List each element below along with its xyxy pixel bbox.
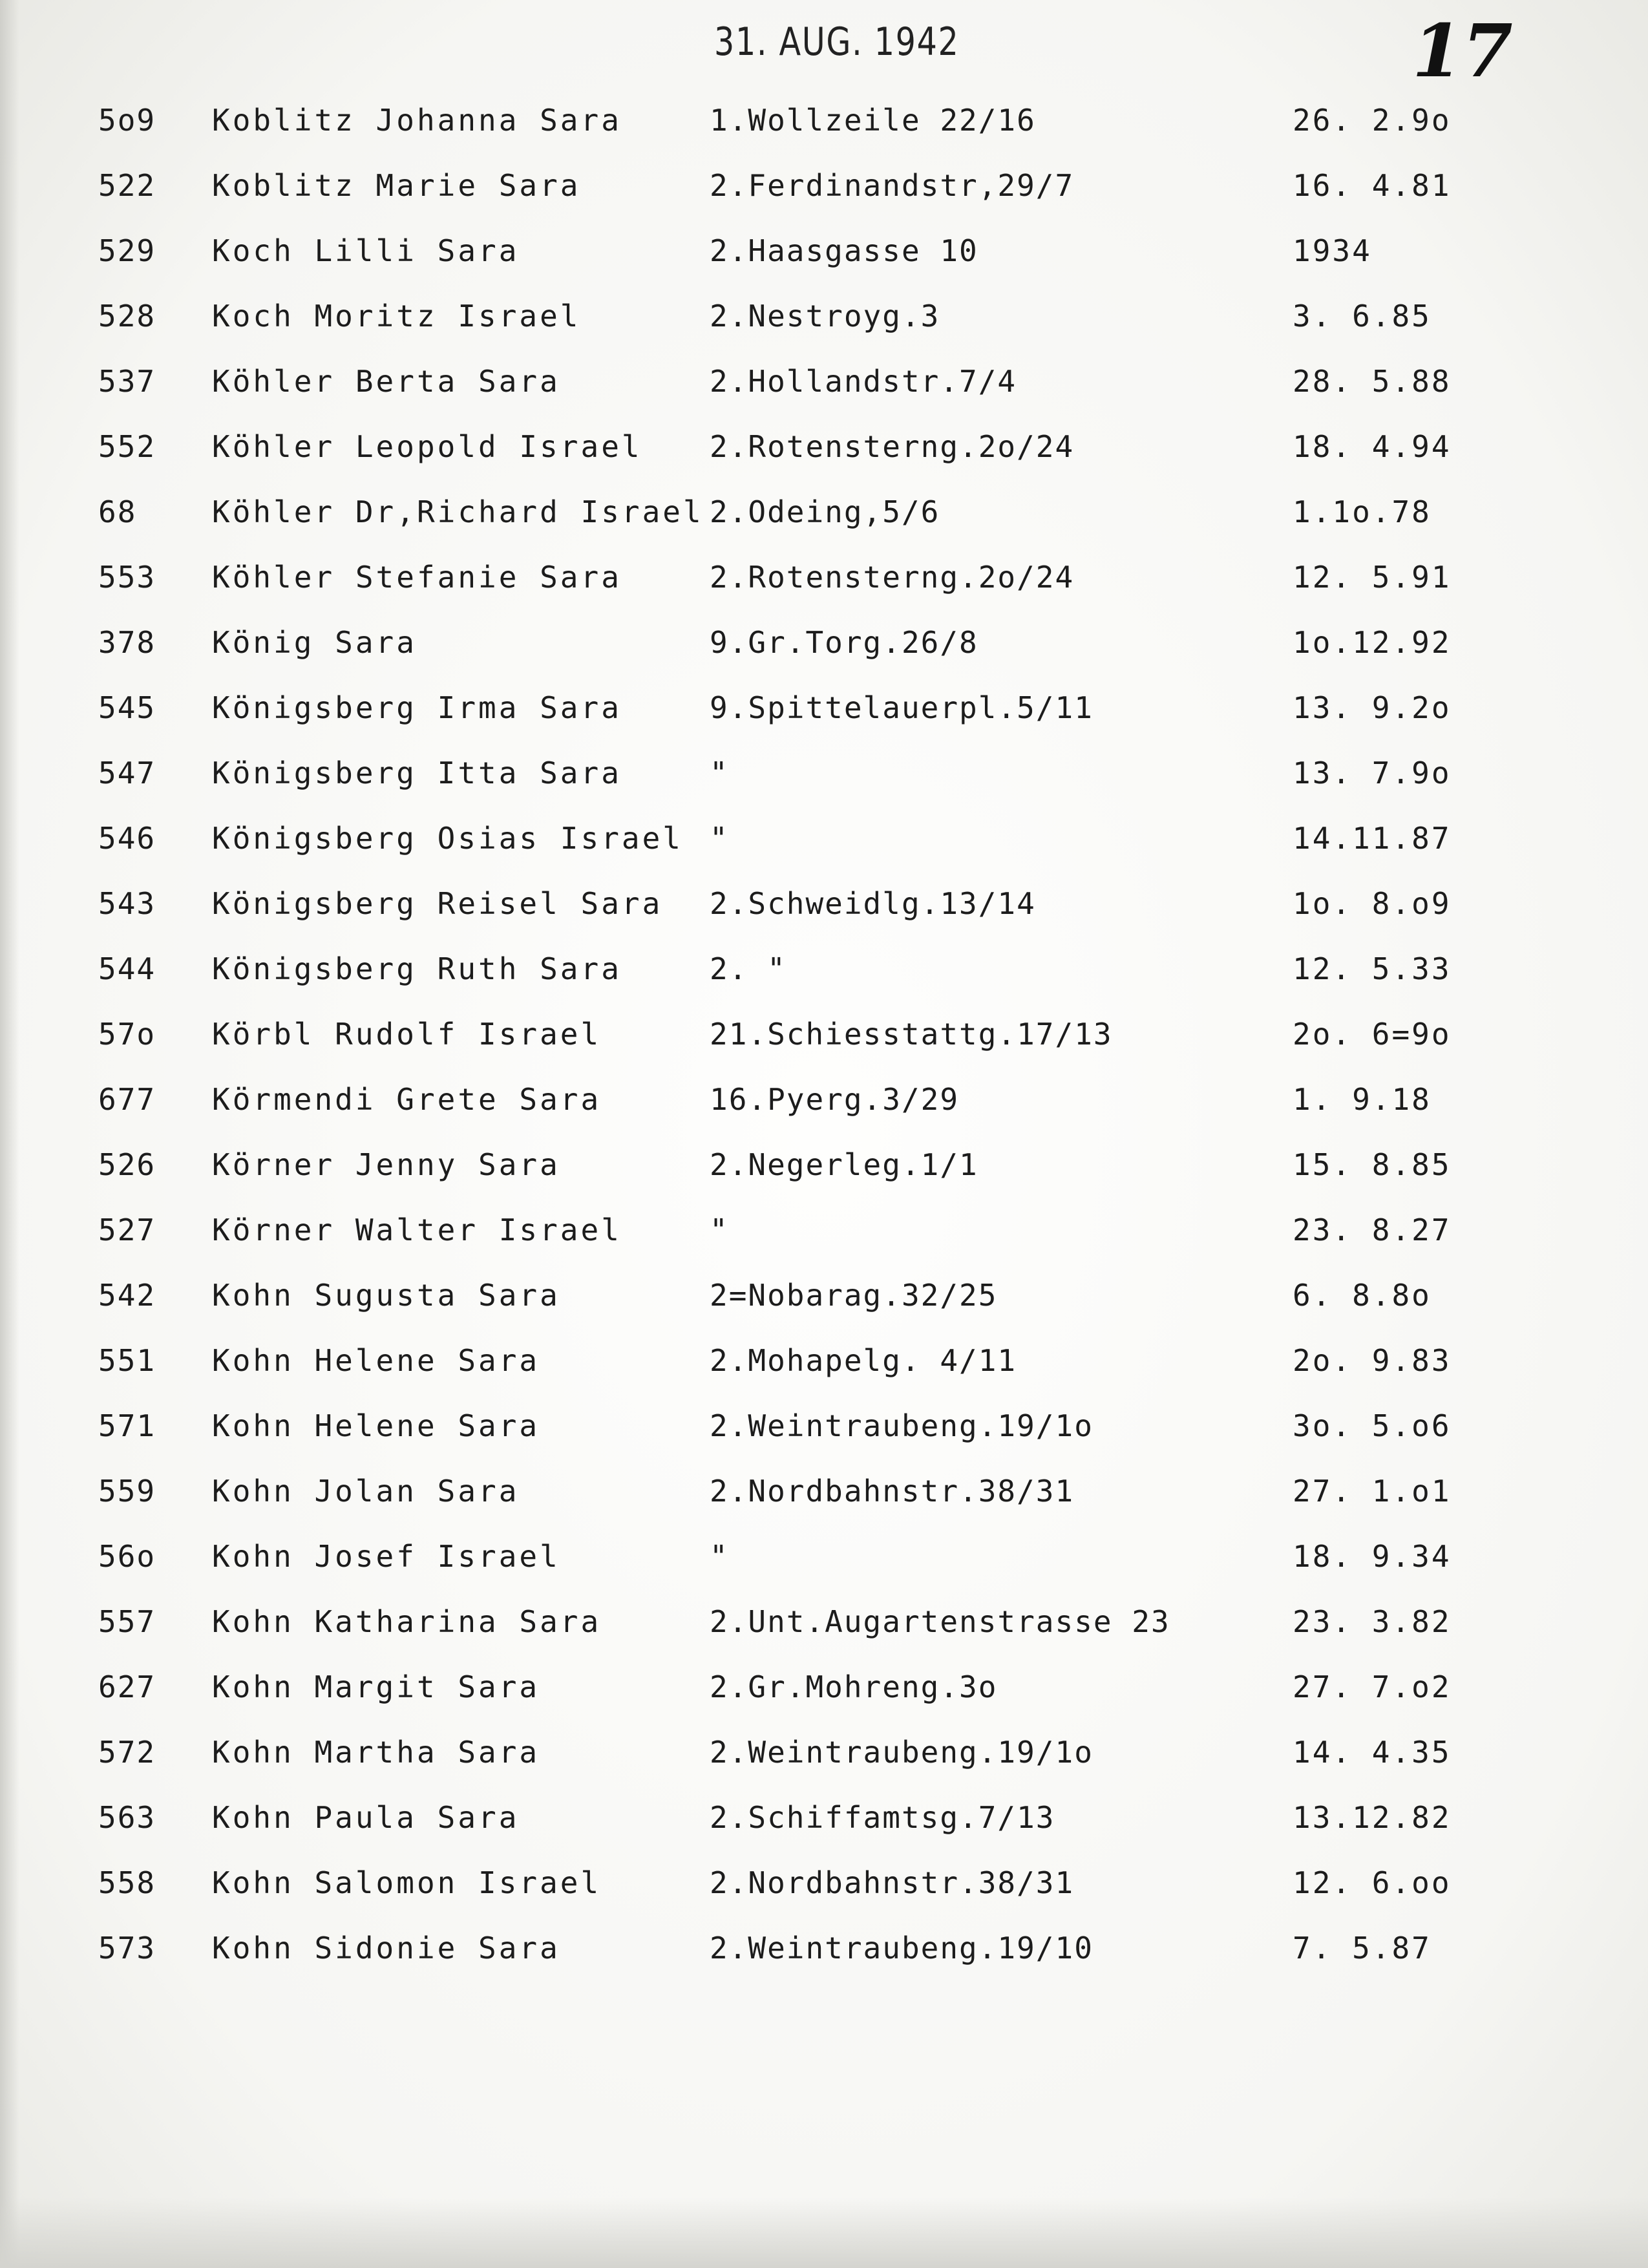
entry-number: 528 <box>98 299 156 334</box>
entry-name: Königsberg Osias Israel <box>212 821 683 856</box>
entry-address: 2.Odeing,5/6 <box>710 494 940 529</box>
entry-birth-date: 6. 8.8o <box>1293 1278 1431 1313</box>
entry-birth-date: 2o. 6=9o <box>1293 1017 1452 1052</box>
entry-name: Kohn Helene Sara <box>212 1343 540 1378</box>
list-item <box>0 1792 1648 1843</box>
entry-birth-date: 13. 9.2o <box>1293 690 1452 725</box>
entry-birth-date: 1.1o.78 <box>1293 494 1431 529</box>
list-item <box>0 943 1648 995</box>
list-item <box>0 1008 1648 1060</box>
entry-address: 2.Schiffamtsg.7/13 <box>710 1800 1055 1835</box>
entry-number: 563 <box>98 1800 156 1835</box>
entry-name: Körmendi Grete Sara <box>212 1082 602 1117</box>
entry-name: König Sara <box>212 625 417 660</box>
entry-birth-date: 1. 9.18 <box>1293 1082 1431 1117</box>
entry-number: 557 <box>98 1604 156 1639</box>
entry-number: 542 <box>98 1278 156 1313</box>
entry-birth-date: 23. 3.82 <box>1293 1604 1452 1639</box>
entry-number: 56o <box>98 1539 156 1574</box>
entry-number: 627 <box>98 1669 156 1704</box>
entry-number: 559 <box>98 1474 156 1509</box>
entry-address: 2.Nordbahnstr.38/31 <box>710 1474 1075 1509</box>
entry-number: 571 <box>98 1408 156 1443</box>
list-item <box>0 812 1648 864</box>
entry-address: 2.Haasgasse 10 <box>710 233 978 268</box>
list-item <box>0 1400 1648 1452</box>
entry-name: Königsberg Itta Sara <box>212 756 622 790</box>
entry-address: " <box>710 1539 729 1574</box>
entry-name: Königsberg Ruth Sara <box>212 951 622 986</box>
entry-number: 573 <box>98 1931 156 1966</box>
list-item <box>0 878 1648 929</box>
entry-birth-date: 1934 <box>1293 233 1372 268</box>
entry-birth-date: 15. 8.85 <box>1293 1147 1452 1182</box>
entry-birth-date: 3o. 5.o6 <box>1293 1408 1452 1443</box>
entry-address: 2.Rotensterng.2o/24 <box>710 560 1075 595</box>
list-item <box>0 551 1648 603</box>
list-item <box>0 1269 1648 1321</box>
entry-number: 553 <box>98 560 156 595</box>
entry-number: 547 <box>98 756 156 790</box>
entry-birth-date: 1o. 8.o9 <box>1293 886 1452 921</box>
entry-birth-date: 7. 5.87 <box>1293 1931 1431 1966</box>
list-item <box>0 617 1648 668</box>
list-item <box>0 225 1648 277</box>
entry-address: 2.Schweidlg.13/14 <box>710 886 1036 921</box>
entry-address: 21.Schiesstattg.17/13 <box>710 1017 1113 1052</box>
entry-name: Köhler Dr,Richard Israel <box>212 494 704 529</box>
entry-name: Kohn Josef Israel <box>212 1539 560 1574</box>
entry-number: 544 <box>98 951 156 986</box>
entry-name: Körbl Rudolf Israel <box>212 1017 602 1052</box>
entry-name: Kohn Martha Sara <box>212 1735 540 1770</box>
entry-name: Koch Moritz Israel <box>212 299 581 334</box>
entry-number: 572 <box>98 1735 156 1770</box>
list-item <box>0 1922 1648 1974</box>
entry-name: Kohn Katharina Sara <box>212 1604 602 1639</box>
entry-number: 57o <box>98 1017 156 1052</box>
list-item <box>0 1204 1648 1256</box>
entry-name: Körner Walter Israel <box>212 1213 622 1247</box>
entry-address: 2. " <box>710 951 787 986</box>
list-item <box>0 355 1648 407</box>
entry-name: Koblitz Marie Sara <box>212 168 581 203</box>
entry-address: 2.Rotensterng.2o/24 <box>710 429 1075 464</box>
entry-name: Köhler Stefanie Sara <box>212 560 622 595</box>
list-item <box>0 1726 1648 1778</box>
entry-name: Köhler Leopold Israel <box>212 429 642 464</box>
entry-name: Kohn Sidonie Sara <box>212 1931 560 1966</box>
entry-address: 2.Negerleg.1/1 <box>710 1147 978 1182</box>
entry-birth-date: 3. 6.85 <box>1293 299 1431 334</box>
entry-birth-date: 12. 5.33 <box>1293 951 1452 986</box>
entry-birth-date: 16. 4.81 <box>1293 168 1452 203</box>
date-stamp: 31. AUG. 1942 <box>714 19 960 65</box>
list-item <box>0 747 1648 799</box>
entry-address: 2.Gr.Mohreng.3o <box>710 1669 998 1704</box>
entry-number: 526 <box>98 1147 156 1182</box>
entry-name: Königsberg Reisel Sara <box>212 886 663 921</box>
entry-birth-date: 14. 4.35 <box>1293 1735 1452 1770</box>
entry-address: 2.Unt.Augartenstrasse 23 <box>710 1604 1170 1639</box>
entry-number: 543 <box>98 886 156 921</box>
entry-number: 677 <box>98 1082 156 1117</box>
entry-number: 378 <box>98 625 156 660</box>
entry-birth-date: 2o. 9.83 <box>1293 1343 1452 1378</box>
entry-number: 522 <box>98 168 156 203</box>
entry-number: 551 <box>98 1343 156 1378</box>
handwritten-page-number: 17 <box>1412 9 1513 94</box>
list-item <box>0 682 1648 734</box>
entry-number: 545 <box>98 690 156 725</box>
list-item <box>0 1465 1648 1517</box>
entry-birth-date: 12. 5.91 <box>1293 560 1452 595</box>
entry-birth-date: 13.12.82 <box>1293 1800 1452 1835</box>
entry-name: Körner Jenny Sara <box>212 1147 560 1182</box>
entry-birth-date: 27. 7.o2 <box>1293 1669 1452 1704</box>
entry-address: 2=Nobarag.32/25 <box>710 1278 998 1313</box>
entry-birth-date: 18. 4.94 <box>1293 429 1452 464</box>
list-item <box>0 1531 1648 1582</box>
entry-number: 537 <box>98 364 156 399</box>
list-item <box>0 1335 1648 1386</box>
entry-number: 558 <box>98 1865 156 1900</box>
entry-birth-date: 12. 6.oo <box>1293 1865 1452 1900</box>
entry-number: 68 <box>98 494 137 529</box>
entry-address: 9.Spittelauerpl.5/11 <box>710 690 1093 725</box>
list-item <box>0 1661 1648 1713</box>
entry-address: " <box>710 821 729 856</box>
entry-name: Kohn Helene Sara <box>212 1408 540 1443</box>
entry-number: 552 <box>98 429 156 464</box>
list-item <box>0 1596 1648 1648</box>
entry-birth-date: 28. 5.88 <box>1293 364 1452 399</box>
entry-address: 2.Weintraubeng.19/10 <box>710 1931 1093 1966</box>
entry-address: 2.Mohapelg. 4/11 <box>710 1343 1017 1378</box>
entry-name: Kohn Sugusta Sara <box>212 1278 560 1313</box>
list-item <box>0 290 1648 342</box>
entry-address: 2.Nordbahnstr.38/31 <box>710 1865 1075 1900</box>
entry-number: 546 <box>98 821 156 856</box>
entry-address: 2.Hollandstr.7/4 <box>710 364 1017 399</box>
entry-address: 2.Ferdinandstr,29/7 <box>710 168 1075 203</box>
entry-address: 2.Nestroyg.3 <box>710 299 940 334</box>
entry-birth-date: 27. 1.o1 <box>1293 1474 1452 1509</box>
entry-birth-date: 14.11.87 <box>1293 821 1452 856</box>
list-item <box>0 421 1648 472</box>
entry-number: 529 <box>98 233 156 268</box>
entry-name: Kohn Margit Sara <box>212 1669 540 1704</box>
entry-address: " <box>710 756 729 790</box>
entry-name: Kohn Salomon Israel <box>212 1865 602 1900</box>
entry-birth-date: 23. 8.27 <box>1293 1213 1452 1247</box>
entry-name: Köhler Berta Sara <box>212 364 560 399</box>
list-item <box>0 1074 1648 1125</box>
entry-birth-date: 13. 7.9o <box>1293 756 1452 790</box>
entry-name: Koblitz Johanna Sara <box>212 103 622 138</box>
entry-name: Koch Lilli Sara <box>212 233 520 268</box>
list-item <box>0 486 1648 538</box>
entry-address: 2.Weintraubeng.19/1o <box>710 1735 1093 1770</box>
entry-address: 16.Pyerg.3/29 <box>710 1082 960 1117</box>
entry-birth-date: 26. 2.9o <box>1293 103 1452 138</box>
list-item <box>0 160 1648 211</box>
list-item <box>0 94 1648 146</box>
entry-address: 2.Weintraubeng.19/1o <box>710 1408 1093 1443</box>
entry-birth-date: 1o.12.92 <box>1293 625 1452 660</box>
list-item <box>0 1857 1648 1909</box>
entry-number: 527 <box>98 1213 156 1247</box>
list-item <box>0 1139 1648 1191</box>
entry-number: 5o9 <box>98 103 156 138</box>
scan-shadow-bottom <box>0 2198 1648 2268</box>
entry-birth-date: 18. 9.34 <box>1293 1539 1452 1574</box>
entry-address: 9.Gr.Torg.26/8 <box>710 625 978 660</box>
entry-address: 1.Wollzeile 22/16 <box>710 103 1036 138</box>
entry-name: Königsberg Irma Sara <box>212 690 622 725</box>
entry-name: Kohn Jolan Sara <box>212 1474 520 1509</box>
entry-name: Kohn Paula Sara <box>212 1800 520 1835</box>
entry-address: " <box>710 1213 729 1247</box>
